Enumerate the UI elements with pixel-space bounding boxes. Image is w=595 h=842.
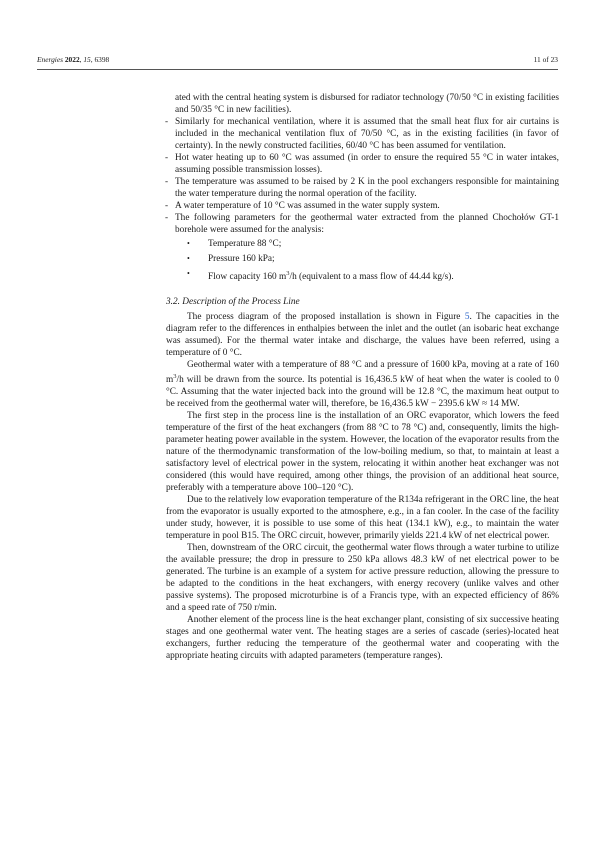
superscript: 3 xyxy=(173,373,177,381)
paragraph: The first step in the process line is the installation of an ORC evaporator, which lowers the feed temperature of the first of the heat exchangers (from 88 °C to 78 °C) and, consequently, limits the high-parameter heating power available in the system. However, the location of the evaporator results from the nature of the thermodynamic transformation of the low-boiling medium, so that, to maintain at least a satisfactory level of electrical power in the system, relocating it within another heat exchanger was not considered (this would have required, among other things, the provision of an additional heat source, preferably with a temperature above 100–120 °C). xyxy=(166,411,559,494)
paragraph-text: The process diagram of the proposed installation is shown in Figure xyxy=(187,312,465,323)
continuation-text: ated with the central heating system is disbursed for radiator technology (70/50 °C in existing facilities and 50/35 °C in new facilities). xyxy=(175,93,559,115)
bullet-marker: • xyxy=(187,269,190,278)
dash-marker: - xyxy=(165,177,169,187)
bullet-text: Flow capacity 160 m xyxy=(208,272,287,283)
bullet-item-pressure xyxy=(166,253,559,265)
journal-name: Energies xyxy=(37,55,63,64)
paragraph-text: Geothermal water with a temperature of 88 °C and a pressure of 1600 kPa, moving at a rate of 160 m xyxy=(166,360,559,386)
journal-year: 2022 xyxy=(64,55,80,64)
list-item-text: Similarly for mechanical ventilation, where it is assumed that the small heat flux for air curtains is included in the mechanical ventilation flux of 70/50 °C, as in the existing facilities (in favor of certainty). In the newly constructed facilities, 60/40 °C has been assumed for ventilation. xyxy=(175,117,559,151)
journal-volume: 15 xyxy=(83,55,91,64)
list-item xyxy=(166,200,559,212)
bullet-item-temperature xyxy=(166,238,559,250)
journal-article: 6398 xyxy=(94,55,110,64)
superscript: 3 xyxy=(286,270,290,277)
bullet-item-flow xyxy=(166,268,559,283)
dash-marker: - xyxy=(165,213,169,223)
parameter-list xyxy=(166,238,559,283)
list-item xyxy=(166,176,559,200)
page-body xyxy=(166,92,559,662)
bullet-text: Pressure 160 kPa; xyxy=(208,254,275,264)
header-rule xyxy=(37,69,558,70)
paragraph-text: /h will be drawn from the source. Its potential is 16,436.5 kW of heat when the water is cooled to 0 °C. Assuming that the water injected back into the ground will be 12.8 °C, the maximum heat output to be received from the geothermal water will, therefore, be 16,436.5 kW − 2395.6 kW ≈ 14 MW. xyxy=(166,375,559,410)
list-item xyxy=(166,212,559,236)
paragraph: Due to the relatively low evaporation temperature of the R134a refrigerant in the ORC line, the heat from the evaporator is usually exported to the atmosphere, e.g., in a fan cooler. In the case of the facility under study, however, it is possible to use some of this heat (134.1 kW), e.g., to maintain the water temperature in pool B15. The ORC circuit, however, primarily yields 221.4 kW of net electrical power. xyxy=(166,495,560,542)
paragraph: Then, downstream of the ORC circuit, the geothermal water flows through a water turbine to utilize the available pressure; the drop in pressure to 250 kPa allows 48.3 kW of net electrical power to be generated. The turbine is an example of a system for active pressure reduction, allowing the pressure to be adapted to the conditions in the heat exchangers, with energy recovery (unlike valves and other passive systems). The proposed microturbine is of a Francis type, with an expected efficiency of 86% and a speed rate of 750 r/min. xyxy=(166,543,559,614)
bullet-marker: • xyxy=(187,239,190,248)
list-item-text: The following parameters for the geothermal water extracted from the planned Chochołów GT-1 borehole were assumed for the analysis: xyxy=(175,213,559,235)
page-number: 11 of 23 xyxy=(533,55,558,64)
figure-link[interactable]: 5 xyxy=(464,312,470,323)
paragraph xyxy=(166,311,559,359)
bullet-text: Temperature 88 °C; xyxy=(208,239,282,249)
bullet-marker: • xyxy=(187,254,190,263)
dash-marker: - xyxy=(165,117,169,127)
list-item xyxy=(166,152,559,176)
paragraph xyxy=(166,359,559,410)
dash-marker: - xyxy=(165,153,169,163)
section-heading: 3.2. Description of the Process Line xyxy=(166,297,300,308)
list-item xyxy=(166,116,559,152)
journal-citation: Energies 2022, 15, 6398 xyxy=(37,55,110,64)
paragraph-text: . The capacities in the diagram refer to the differences in enthalpies between the inlet and the outlet (an isobaric heat exchange was assumed). For the thermal water intake and discharge, the values have been referred, using a temperature of 0 °C. xyxy=(166,312,559,359)
paragraph: Another element of the process line is the heat exchanger plant, consisting of six successive heating stages and one geothermal water vent. The heating stages are a series of cascade (series)-located heat exchangers, further reducing the temperature of the geothermal water and cooperating with the appropriate heating circuits with adapted parameters (temperature ranges). xyxy=(166,615,559,662)
list-item-text: Hot water heating up to 60 °C was assumed (in order to ensure the required 55 °C in water intakes, assuming possible transmission losses). xyxy=(175,153,559,175)
bullet-text: /h (equivalent to a mass flow of 44.44 kg/s). xyxy=(289,272,454,283)
list-item-text: The temperature was assumed to be raised by 2 K in the pool exchangers responsible for maintaining the water temperature during the normal operation of the facility. xyxy=(175,177,559,199)
list-item-text: A water temperature of 10 °C was assumed in the water supply system. xyxy=(175,201,440,211)
dash-marker: - xyxy=(165,201,169,211)
page-header xyxy=(37,55,558,69)
